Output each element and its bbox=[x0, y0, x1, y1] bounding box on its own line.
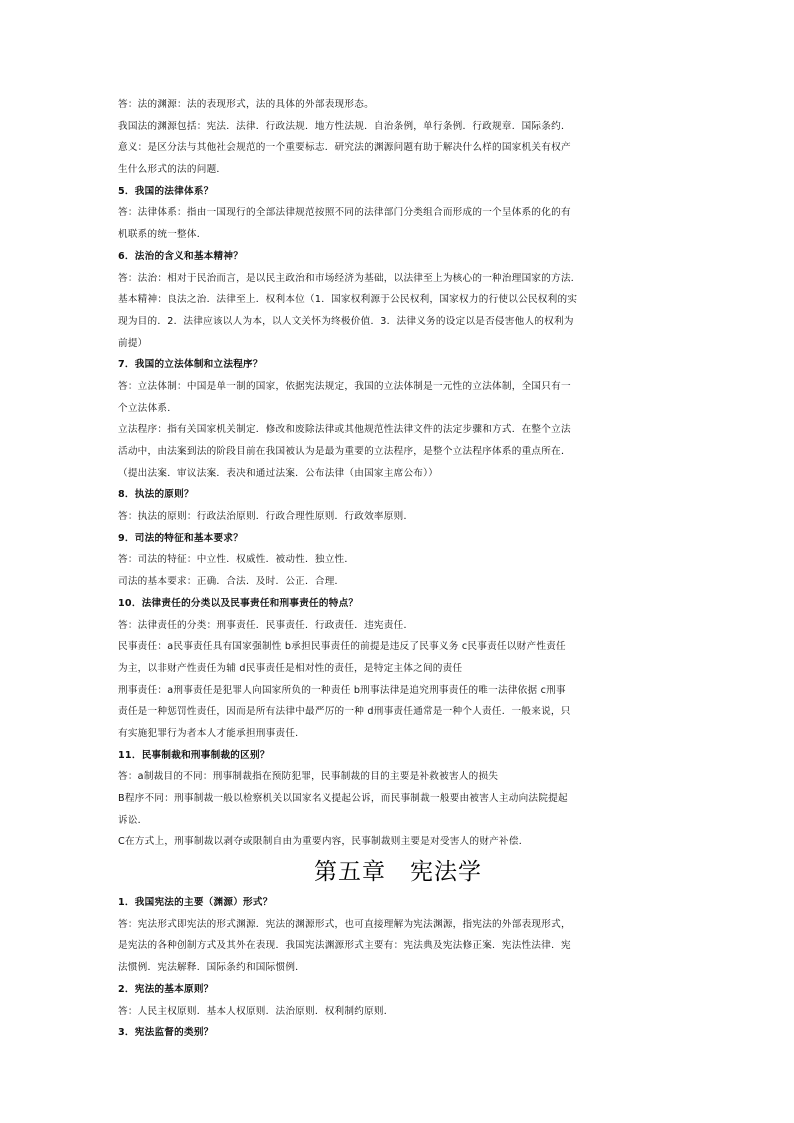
text-line: 答：宪法形式即宪法的形式渊源．宪法的渊源形式，也可直接理解为宪法渊源，指宪法的外部表现形式， bbox=[118, 918, 571, 930]
text-line: 是宪法的各种创制方式及其外在表现．我国宪法渊源形式主要有：宪法典及宪法修正案．宪法性法律．宪 bbox=[118, 940, 571, 952]
question-heading: 5．我国的法律体系？ bbox=[118, 185, 214, 197]
text-line: 个立法体系． bbox=[118, 402, 178, 414]
text-line: 意义：是区分法与其他社会规范的一个重要标志．研究法的渊源问题有助于解决什么样的国家机关有权产 bbox=[118, 142, 571, 154]
text-line: 答：立法体制：中国是单一制的国家，依据宪法规定，我国的立法体制是一元性的立法体制，全国只有一 bbox=[118, 380, 571, 392]
text-line: 立法程序：指有关国家机关制定．修改和废除法律或其他规范性法律文件的法定步骤和方式．在整个立法 bbox=[118, 424, 571, 436]
text-line: 民事责任：a民事责任具有国家强制性 b承担民事责任的前提是违反了民事义务 c民事责任以财产性责任 bbox=[118, 641, 566, 653]
text-line: 法惯例．宪法解释．国际条约和国际惯例． bbox=[118, 962, 306, 974]
text-line: 我国法的渊源包括：宪法．法律．行政法规．地方性法规．自治条例，单行条例．行政规章．国际条约． bbox=[118, 120, 571, 132]
text-line: 现为目的．2．法律应该以人为本，以人文关怀为终极价值．3．法律义务的设定以是否侵害他人的权利为 bbox=[118, 315, 574, 327]
text-line: 答：法的渊源：法的表现形式，法的具体的外部表现形态。 bbox=[118, 99, 374, 110]
question-heading: 6．法治的含义和基本精神？ bbox=[118, 250, 244, 262]
text-line: B程序不同：刑事制裁一般以检察机关以国家名义提起公诉，而民事制裁一般要由被害人主动向法院提起 bbox=[118, 793, 568, 804]
question-heading: 7．我国的立法体制和立法程序？ bbox=[118, 359, 263, 371]
question-heading: 10．法律责任的分类以及民事责任和刑事责任的特点？ bbox=[118, 597, 359, 609]
text-block-law-theory bbox=[118, 94, 678, 853]
text-line: 诉讼． bbox=[118, 814, 148, 826]
chapter-title: 第五章 宪法学 bbox=[314, 859, 482, 886]
text-line: 为主，以非财产性责任为辅 d民事责任是相对性的责任，是特定主体之间的责任 bbox=[118, 662, 463, 674]
text-line: 活动中，由法案到法的阶段目前在我国被认为是最为重要的立法程序，是整个立法程序体系的重点所在． bbox=[118, 446, 571, 457]
text-line: 司法的基本要求：正确．合法．及时．公正．合理． bbox=[118, 576, 345, 588]
text-line: （提出法案．审议法案．表决和通过法案．公布法律（由国家主席公布）） bbox=[118, 467, 439, 479]
text-line: 生什么形式的法的问题． bbox=[118, 164, 227, 176]
question-heading: 9．司法的特征和基本要求？ bbox=[118, 532, 244, 544]
text-line: 答：法治：相对于民治而言，是以民主政治和市场经济为基础，以法律至上为核心的一种治理国家的方法． bbox=[118, 272, 581, 284]
text-line: 答：执法的原则：行政法治原则．行政合理性原则．行政效率原则． bbox=[118, 511, 414, 523]
text-line: 答：法律体系：指由一国现行的全部法律规范按照不同的法律部门分类组合而形成的一个呈体系的化的有 bbox=[118, 207, 571, 219]
text-line: 有实施犯罪行为者本人才能承担刑事责任． bbox=[118, 727, 306, 739]
question-heading: 2．宪法的基本原则？ bbox=[118, 983, 214, 995]
text-line: 答：人民主权原则．基本人权原则．法治原则．权利制约原则． bbox=[118, 1005, 394, 1017]
question-heading: 3．宪法监督的类别？ bbox=[118, 1027, 214, 1039]
question-heading: 1．我国宪法的主要（渊源）形式？ bbox=[118, 897, 273, 909]
text-line: 刑事责任：a刑事责任是犯罪人向国家所负的一种责任 b刑事法律是追究刑事责任的唯一法律依据 c刑事 bbox=[118, 684, 566, 696]
text-line: 责任是一种惩罚性责任，因而是所有法律中最严厉的一种 d刑事责任通常是一种个人责任．一般来说，只 bbox=[118, 706, 571, 718]
text-line: 机联系的统一整体． bbox=[118, 229, 207, 241]
document-page bbox=[118, 94, 678, 1044]
question-heading: 11．民事制裁和刑事制裁的区别？ bbox=[118, 749, 270, 761]
question-heading: 8．执法的原则？ bbox=[118, 489, 194, 501]
text-line: C在方式上，刑事制裁以剥夺或限制自由为重要内容，民事制裁则主要是对受害人的财产补偿． bbox=[118, 836, 529, 848]
text-line: 前提） bbox=[118, 337, 148, 349]
text-line: 基本精神：良法之治．法律至上．权利本位（1．国家权利源于公民权利，国家权力的行使以公民权利的实 bbox=[118, 294, 578, 306]
text-line: 答：司法的特征：中立性．权威性．被动性．独立性． bbox=[118, 554, 355, 566]
text-line: 答：a制裁目的不同：刑事制裁指在预防犯罪，民事制裁的目的主要是补救被害人的损失 bbox=[118, 771, 499, 783]
text-line: 答：法律责任的分类：刑事责任．民事责任．行政责任．违宪责任． bbox=[118, 619, 414, 631]
text-block-constitutional-law bbox=[118, 892, 678, 1044]
